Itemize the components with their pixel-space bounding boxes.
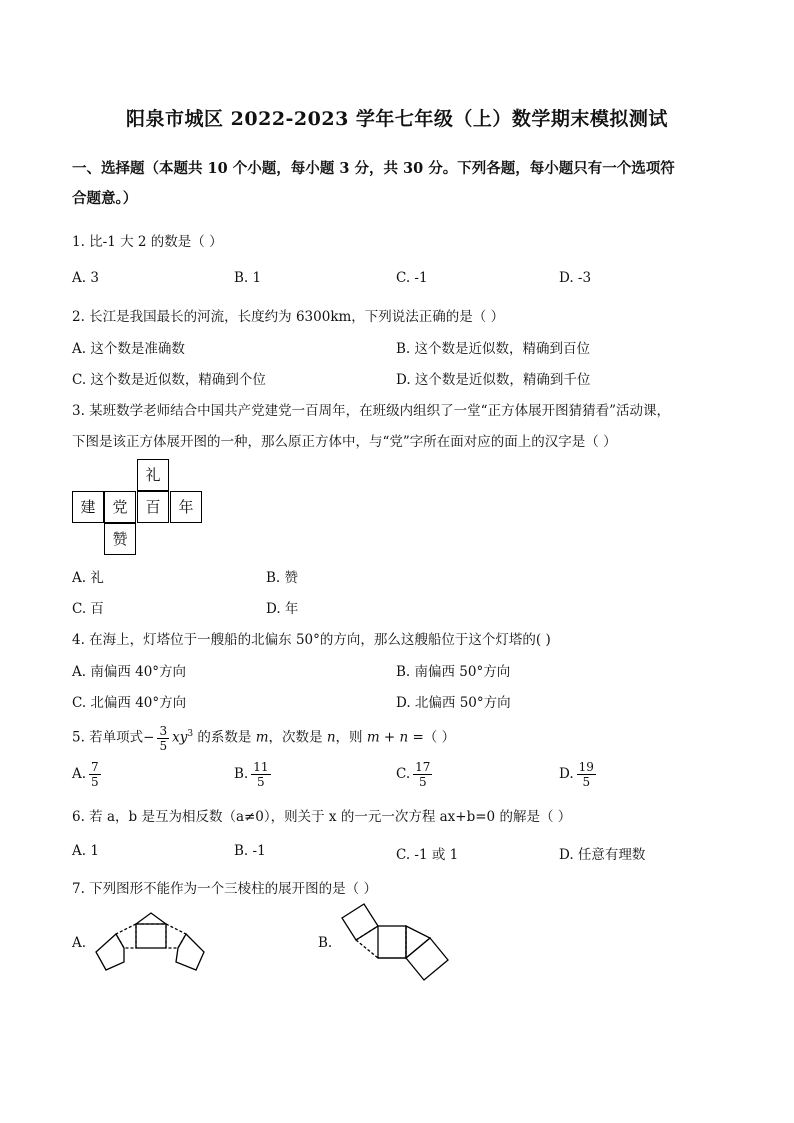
q4-option-c: C. 北偏西 40°方向 — [72, 695, 187, 711]
q3-stem-line2: 下图是该正方体展开图的一种，那么原正方体中，与“党”字所在面对应的面上的汉字是（ ） — [72, 434, 617, 450]
frac-num: 11 — [253, 760, 269, 774]
section-heading-line2: 合题意。） — [72, 190, 138, 207]
q1-option-d: D. -3 — [559, 270, 592, 286]
q6-option-b: B. -1 — [234, 843, 266, 859]
q5-option-a — [72, 760, 104, 789]
q5-stem-end: =（ ） — [408, 729, 456, 746]
q3-option-a: A. 礼 — [72, 570, 104, 586]
q6-option-a: A. 1 — [72, 843, 99, 859]
q7-option-b: B. — [318, 935, 333, 951]
q3-stem-line1: 3. 某班数学老师结合中国共产党建党一百周年，在班级内组织了一堂“正方体展开图猜猜看”活动课， — [72, 403, 670, 419]
frac-num: 17 — [415, 760, 431, 774]
q5-option-d-fraction — [577, 760, 596, 789]
q7-prism-net-a — [92, 912, 232, 976]
q2-option-c: C. 这个数是近似数，精确到个位 — [72, 372, 266, 388]
q5-option-a-fraction — [89, 760, 101, 789]
frac-num: 19 — [578, 760, 594, 774]
q7-option-a: A. — [72, 935, 87, 951]
q5-option-c — [396, 760, 435, 789]
q5-option-c-label: C. — [396, 766, 411, 782]
q4-option-a: A. 南偏西 40°方向 — [72, 664, 187, 680]
q5-n: n — [326, 729, 336, 746]
q6-option-d: D. 任意有理数 — [559, 847, 646, 863]
q5-m: m — [255, 729, 269, 746]
q5-variables: xy — [172, 729, 188, 746]
q1-option-b: B. 1 — [234, 270, 262, 286]
q1-option-c: C. -1 — [396, 270, 428, 286]
q5-frac-den: 5 — [159, 738, 168, 753]
cube-net-cell-dang: 党 — [104, 491, 136, 523]
q2-option-b: B. 这个数是近似数，精确到百位 — [396, 341, 591, 357]
q4-stem: 4. 在海上，灯塔位于一艘船的北偏东 50°的方向，那么这艘船位于这个灯塔的( ) — [72, 632, 551, 648]
q5-option-d-label: D. — [559, 766, 574, 782]
q7-prism-net-b — [338, 900, 458, 990]
q5-expression: m + n — [366, 729, 409, 746]
q5-option-b-fraction — [251, 760, 270, 789]
q6-option-c: C. -1 或 1 — [396, 847, 459, 863]
q1-option-a: A. 3 — [72, 270, 99, 286]
q5-frac-num: 3 — [159, 723, 168, 738]
q3-option-b: B. 赞 — [266, 570, 299, 586]
frac-den: 5 — [257, 775, 265, 789]
q4-option-b: B. 南偏西 50°方向 — [396, 664, 511, 680]
q2-option-d: D. 这个数是近似数，精确到千位 — [396, 372, 591, 388]
q1-stem: 1. 比-1 大 2 的数是（ ） — [72, 234, 223, 250]
cube-net-cell-li: 礼 — [137, 459, 169, 491]
q5-option-d — [559, 760, 599, 789]
section-heading-line1: 一、选择题（本题共 10 个小题，每小题 3 分，共 30 分。下列各题，每小题只有一个选项符 — [72, 160, 675, 177]
q4-option-d: D. 北偏西 50°方向 — [396, 695, 511, 711]
q5-stem-mid: 的系数是 — [193, 729, 256, 746]
q2-option-a: A. 这个数是准确数 — [72, 341, 185, 357]
q5-coef-fraction — [157, 724, 169, 753]
exam-title: 阳泉市城区 2022-2023 学年七年级（上）数学期末模拟测试 — [126, 108, 668, 130]
q5-stem-mid3: ，则 — [335, 729, 367, 746]
cube-net-cell-jian: 建 — [72, 491, 104, 523]
q5-option-c-fraction — [413, 760, 432, 789]
q5-exponent: 3 — [187, 729, 194, 739]
cube-net-cell-nian: 年 — [170, 491, 202, 523]
section-heading — [72, 154, 732, 214]
cube-net-cell-bai: 百 — [137, 491, 169, 523]
q5-stem-prefix: 5. 若单项式 — [72, 729, 144, 746]
q6-stem: 6. 若 a，b 是互为相反数（a≠0），则关于 x 的一元一次方程 ax+b=0 的解是（ ） — [72, 809, 572, 825]
q5-option-a-label: A. — [72, 766, 87, 782]
q5-minus: − — [143, 729, 155, 746]
q5-option-b — [234, 760, 274, 789]
frac-den: 5 — [91, 775, 99, 789]
frac-num: 7 — [91, 760, 99, 774]
q5-stem-mid2: ，次数是 — [268, 729, 327, 746]
q5-option-b-label: B. — [234, 766, 249, 782]
q2-stem: 2. 长江是我国最长的河流，长度约为 6300km，下列说法正确的是（ ） — [72, 309, 505, 325]
frac-den: 5 — [582, 775, 591, 789]
q3-option-c: C. 百 — [72, 601, 104, 617]
q7-stem: 7. 下列图形不能作为一个三棱柱的展开图的是（ ） — [72, 881, 377, 897]
q3-option-d: D. 年 — [266, 601, 299, 617]
frac-den: 5 — [418, 775, 427, 789]
cube-net-cell-zan: 赞 — [104, 523, 136, 555]
q5-stem — [72, 718, 455, 754]
